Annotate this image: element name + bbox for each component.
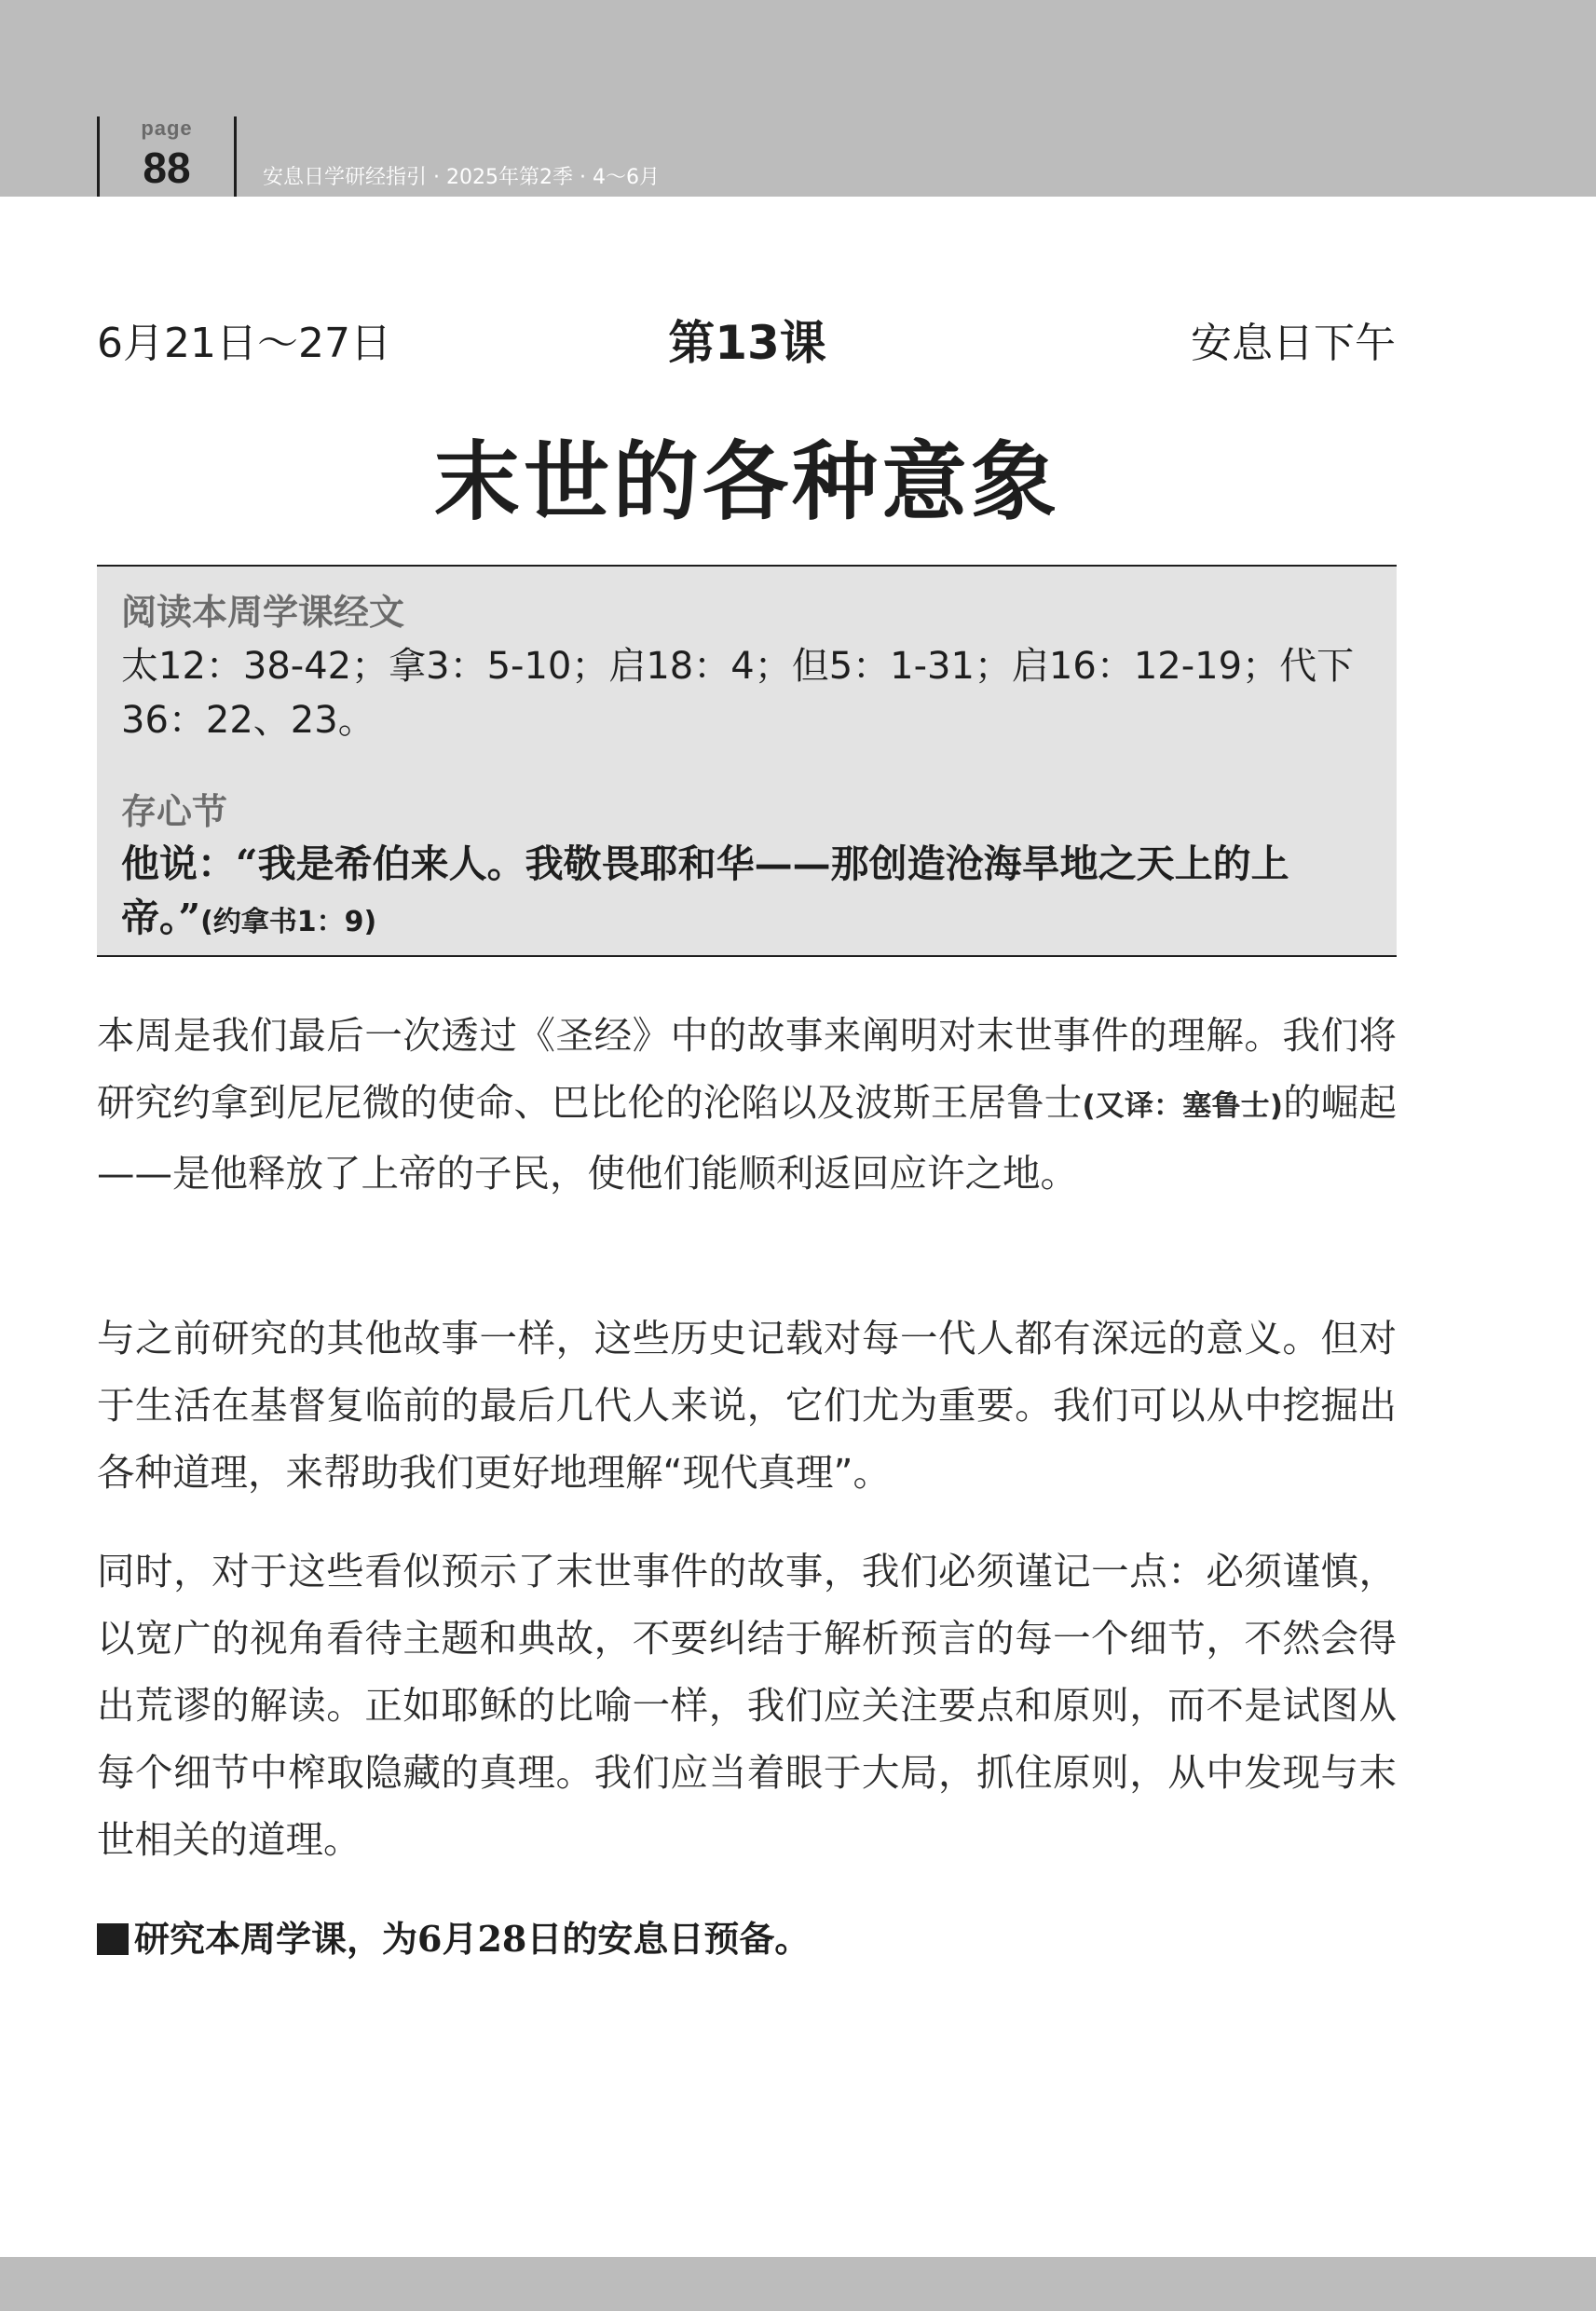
page-word: page (141, 116, 193, 140)
memory-verse-label: 存心节 (121, 791, 228, 832)
footer-band (0, 2257, 1596, 2311)
memory-verse-reference: (约拿书1：9) (200, 906, 377, 938)
body-paragraph-2: 与之前研究的其他故事一样，这些历史记载对每一代人都有深远的意义。但对于生活在基督复临前的最后几代人来说，它们尤为重要。我们可以从中挖掘出各种道理，来帮助我们更好地理解“现代真理”。 (97, 1316, 1397, 1495)
memory-verse-text: 他说：“我是希伯来人。我敬畏耶和华——那创造沧海旱地之天上的上帝。” (121, 841, 1289, 940)
body-paragraph-3: 同时，对于这些看似预示了末世事件的故事，我们必须谨记一点：必须谨慎，以宽广的视角看待主题和典故，不要纠结于解析预言的每一个细节，不然会得出荒谬的解读。正如耶稣的比喻一样，我们应关注要点和原则，而不是试图从每个细节中榨取隐藏的真理。我们应当着眼于大局，抓住原则，从中发现与末世相关的道理。 (97, 1549, 1397, 1862)
reading-text: 太12：38-42；拿3：5-10；启18：4；但5：1-31；启16：12-19；代下36：22、23。 (121, 645, 1355, 742)
page-number-box (97, 116, 237, 197)
lesson-number: 第13课 (668, 316, 826, 370)
square-bullet-icon (97, 1923, 129, 1955)
running-head: 安息日学研经指引 · 2025年第2季 · 4～6月 (263, 166, 660, 189)
para1-text-b: 的崛起——是他释放了上帝的子民，使他们能顺利返回应许之地。 (97, 1080, 1398, 1196)
para1-text-a: 本周是我们最后一次透过《圣经》中的故事来阐明对末世事件的理解。我们将研究约拿到尼尼微的使命、巴比伦的沦陷以及波斯王居鲁士 (97, 1013, 1397, 1125)
reading-box (97, 565, 1397, 957)
header-band (0, 0, 1596, 197)
day-label: 安息日下午 (1191, 320, 1396, 367)
body-paragraph-1 (97, 1002, 1397, 1207)
lesson-title: 末世的各种意象 (433, 431, 1060, 532)
page-number: 88 (143, 144, 191, 192)
translation-note: (又译：塞鲁士) (1082, 1089, 1283, 1123)
closing-note-text: 研究本周学课，为6月28日的安息日预备。 (134, 1918, 811, 1960)
reading-label: 阅读本周学课经文 (121, 592, 405, 633)
lesson-date-range: 6月21日～27日 (97, 320, 391, 367)
memory-verse (121, 837, 1374, 950)
closing-note (97, 1910, 810, 1962)
